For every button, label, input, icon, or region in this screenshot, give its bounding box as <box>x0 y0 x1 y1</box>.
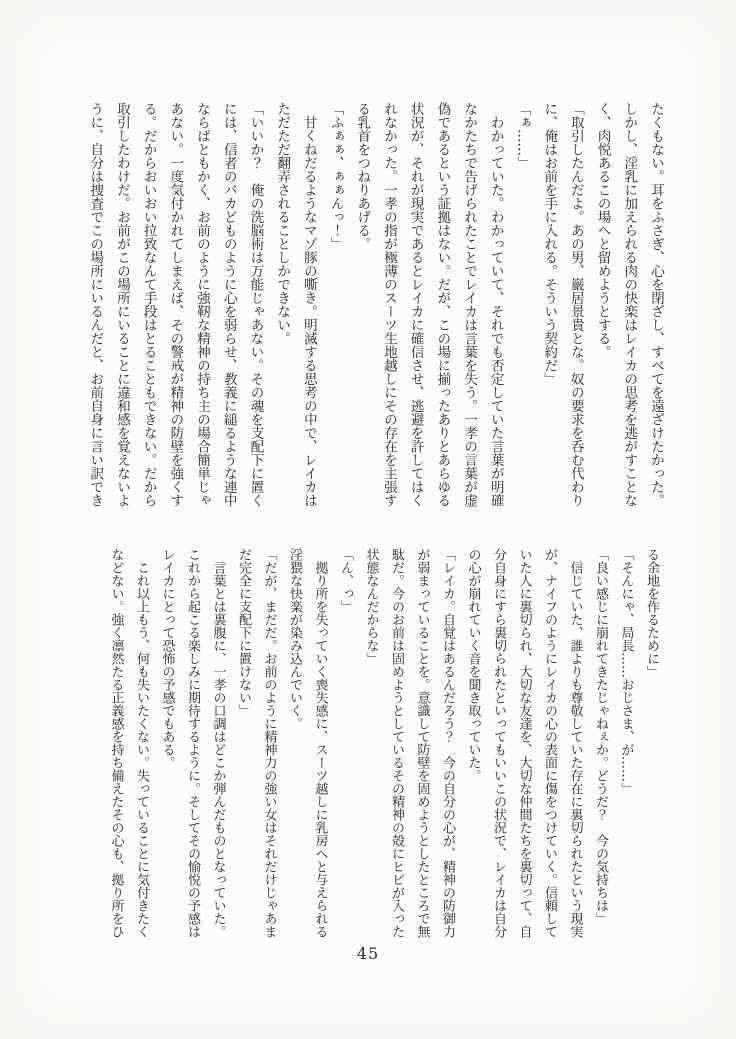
text-line: だ完全に支配下に置けない」 <box>236 548 251 717</box>
text-line: る余地を作るために」 <box>644 548 659 678</box>
text-line: ならばともかく、お前のように強靭な精神の持ち主の場合簡単じゃ <box>194 102 211 507</box>
text-line: 「ぁ……」 <box>514 102 531 170</box>
text-line: 甘くねだるようなマゾ豚の嘶き。明滅する思考の中で、レイカは <box>300 102 317 507</box>
text-line: レイカにとって恐怖の予感でもある。 <box>159 548 175 769</box>
text-line: 「取引したんだよ。あの男、巌居景貴とな。奴の要求を呑む代わり <box>567 102 584 507</box>
text-line: しかし、淫乳に加えられる肉の快楽はレイカの思考を逃がすことな <box>621 102 638 507</box>
text-line: 淫猥な快楽が染み込んでいく。 <box>287 548 302 730</box>
text-line: 「だが、まだだ。お前のように精神力の強い女はそれだけじゃあま <box>261 548 277 938</box>
text-line: あない。一度気付かれてしまえば、その警戒が精神の防壁を強くす <box>167 102 184 507</box>
text-line: 「いいか？ 俺の洗脳術は万能じゃあない。その魂を支配下に置く <box>247 102 264 507</box>
text-line: が弱まっていることを。意識して防壁を固めようとしたところで無 <box>414 548 430 938</box>
text-line: たくもない。耳をふさぎ、心を閉ざし、すべてを遠ざけたかった。 <box>648 102 664 507</box>
text-line: 状態なんだからな」 <box>363 548 379 665</box>
text-line: 駄だ。今のお前は固めようとしているその精神の殻にヒビが入った <box>389 548 404 938</box>
text-line: く、肉悦あるこの場へと留めようとする。 <box>594 102 611 359</box>
text-line: る乳首をつねりあげる。 <box>354 102 371 251</box>
text-line: に、俺はお前を手に入れる。そういう契約だ」 <box>541 102 558 386</box>
text-line: 状況が、それが現実であるとレイカに確信させ、逃避を許してはく <box>407 102 424 507</box>
text-line: いた人に裏切られ、大切な友達を、大切な仲間たちを裏切って、自 <box>516 548 532 938</box>
text-line: 信じていた、誰よりも尊敬していた存在に裏切られたという現実 <box>567 548 583 938</box>
text-line: なかたちで告げられたことでレイカは言葉を失う。一孝の言葉が虚 <box>461 102 478 507</box>
text-line: が、ナイフのようにレイカの心の表面に傷をつけていく。信頼して <box>542 548 557 938</box>
text-line: わかっていた。わかっていて、それでも否定していた言葉が明確 <box>487 102 504 507</box>
text-line: 「レイカ。自覚はあるんだろう？ 今の自分の心が、精神の防御力 <box>440 548 455 938</box>
text-line: 拠り所を失っていく喪失感に、スーツ越しに乳房へと与えられる <box>312 548 328 938</box>
text-line: には、信者のバカどものように心を弱らせ、教義に縋るような連中 <box>220 102 237 507</box>
text-line: の心が崩れていく音を聞き取っていた。 <box>465 548 481 782</box>
bottom-text-block <box>103 548 664 944</box>
text-line: 言葉とは裏腹に、一孝の口調はどこか弾んだものとなっていた。 <box>210 548 226 938</box>
text-line: れなかった。一孝の指が極薄のスーツ生地越しにその存在を主張す <box>380 102 397 507</box>
text-line: 「ん、っ」 <box>338 548 353 613</box>
text-line: これ以上もう、何も失いたくない。失っていることに気付きたく <box>134 548 149 938</box>
text-line: 「そんにゃ、局長……おじさま、が……」 <box>618 548 634 795</box>
text-line: 取引したわけだ。お前がこの場所にいることに違和感を覚えないよ <box>113 102 130 507</box>
text-line: ただただ翻弄されることしかできない。 <box>274 102 291 345</box>
text-line: これから起こる楽しみに期待するように。そしてその愉悦の予感は <box>185 548 200 938</box>
text-line: などない。強く凛然たる正義感を持ち備えたその心も、拠り所をひ <box>108 548 124 938</box>
page-number: 45 <box>356 944 380 963</box>
text-line: る。だからおいおい拉致なんて手段はとることもできない。だから <box>140 102 157 507</box>
text-line: 「良い感じに崩れてきたじゃねぇか。どうだ？ 今の気持ちは」 <box>593 548 608 925</box>
top-text-block <box>82 102 669 512</box>
text-line: うに、自分は捜査でこの場所にいるんだと、お前自身に言い訳でき <box>87 102 104 507</box>
text-line: 分自身にすら裏切られたといってもいいこの状況で、レイカは自分 <box>491 548 506 938</box>
text-line: 偽であるという証拠はない。だが、この場に揃ったありとあらゆる <box>434 102 451 507</box>
text-line: 「ふぁぁ、ぁぁんっ！」 <box>327 102 344 251</box>
